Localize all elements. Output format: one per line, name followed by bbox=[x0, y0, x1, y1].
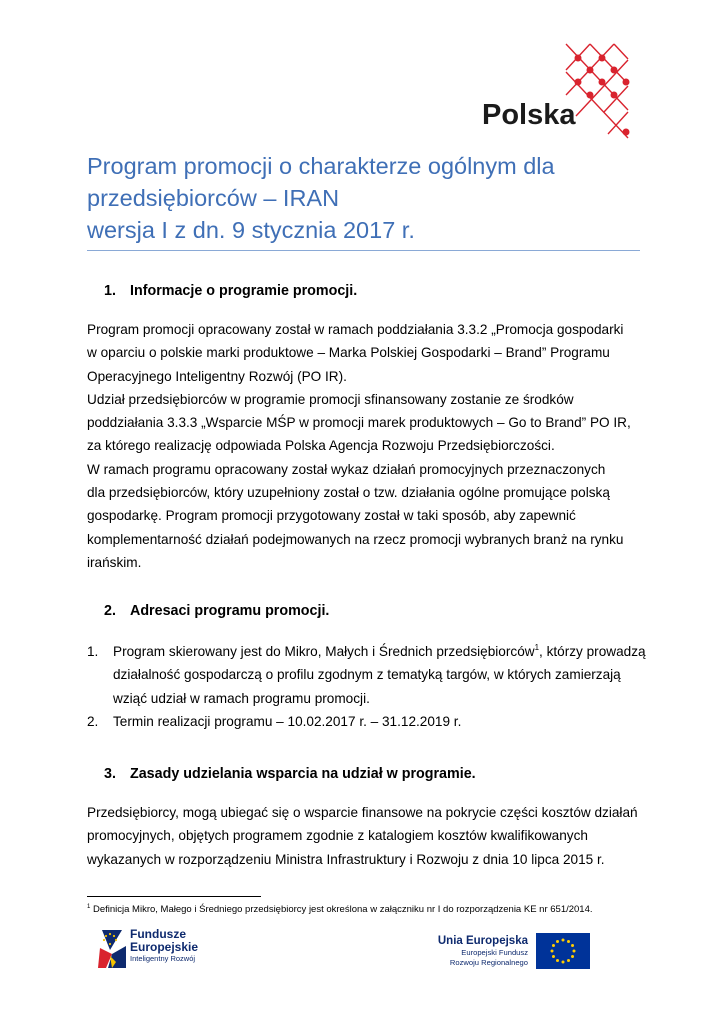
eu-star-icon bbox=[567, 940, 570, 943]
footnote-reference[interactable]: 1 bbox=[534, 643, 540, 652]
fundusze-europejskie-icon bbox=[96, 926, 128, 970]
polska-logo-text: Polska bbox=[482, 99, 576, 131]
body-line: poddziałania 3.3.3 „Wsparcie MŚP w promocji marek produktowych – Go to Brand” PO IR, bbox=[87, 415, 631, 431]
body-line: w oparciu o polskie marki produktowe – Marka Polskiej Gospodarki – Brand” Programu bbox=[87, 345, 610, 361]
body-line: za którego realizację odpowiada Polska Agencja Rozwoju Przedsiębiorczości. bbox=[87, 438, 555, 454]
footnote bbox=[87, 904, 593, 915]
eu-star-icon bbox=[551, 950, 554, 953]
section-title: Adresaci programu promocji. bbox=[130, 603, 330, 619]
eu-star-icon bbox=[567, 959, 570, 962]
fe-line-1: Fundusze bbox=[130, 927, 186, 941]
eu-star-icon bbox=[552, 944, 555, 947]
list-item bbox=[87, 640, 647, 710]
body-line: Przedsiębiorcy, mogą ubiegać się o wsparcie finansowe na pokrycie części kosztów działań bbox=[87, 805, 638, 820]
section-title: Zasady udzielania wsparcia na udział w programie. bbox=[130, 766, 476, 782]
footnote-number: 1 bbox=[87, 904, 91, 910]
body-line: Operacyjnego Inteligentny Rozwój (PO IR). bbox=[87, 368, 347, 384]
ue-line-2: Europejski Fundusz bbox=[461, 948, 528, 957]
polska-logo bbox=[478, 40, 648, 152]
body-line: wykazanych w rozporządzeniu Ministra Infrastruktury i Rozwoju z dnia 10 lipca 2015 r. bbox=[87, 851, 605, 867]
title-line-2: przedsiębiorców – IRAN bbox=[87, 185, 340, 211]
section-3-body bbox=[87, 801, 638, 871]
eu-star-icon bbox=[571, 955, 574, 958]
eu-star-icon bbox=[556, 940, 559, 943]
section-number: 2. bbox=[104, 603, 116, 619]
body-line: promocyjnych, objętych programem zgodnie z katalogiem kosztów kwalifikowanych bbox=[87, 828, 588, 844]
eu-star-icon bbox=[571, 944, 574, 947]
list-item-number: 1. bbox=[87, 644, 99, 659]
body-line: Program promocji opracowany został w ramach poddziałania 3.3.2 „Promocja gospodarki bbox=[87, 322, 624, 337]
eu-star-icon bbox=[552, 955, 555, 958]
eu-star-icon bbox=[562, 961, 565, 964]
fundusze-europejskie-label bbox=[130, 928, 198, 964]
body-line: gospodarkę. Program promocji przygotowany został w taki sposób, aby zapewnić bbox=[87, 508, 576, 524]
section-1-heading bbox=[104, 283, 357, 299]
fe-line-3: Inteligentny Rozwój bbox=[130, 954, 196, 963]
eu-star-icon bbox=[562, 939, 565, 942]
list-item-text: Program skierowany jest do Mikro, Małych i Średnich przedsiębiorców bbox=[113, 644, 535, 659]
unia-europejska-label bbox=[420, 934, 528, 968]
list-item-text: wziąć udział w ramach programu promocji. bbox=[113, 690, 370, 706]
fe-line-2: Europejskie bbox=[130, 939, 199, 954]
eu-star-icon bbox=[556, 959, 559, 962]
body-line: komplementarność działań podejmowanych na rzecz promocji wybranych branż na rynku bbox=[87, 531, 624, 547]
ue-line-3: Rozwoju Regionalnego bbox=[449, 958, 528, 967]
body-line: irańskim. bbox=[87, 554, 142, 570]
list-item-text: działalność gospodarczą o profilu zgodnym z tematyką targów, w których zamierzają bbox=[113, 667, 621, 683]
body-line: Udział przedsiębiorców w programie promocji sfinansowany zostanie ze środków bbox=[87, 391, 574, 407]
title-divider bbox=[87, 250, 640, 251]
section-1-body bbox=[87, 318, 631, 574]
footnote-text: Definicja Mikro, Małego i Średniego przedsiębiorcy jest określona w załączniku nr I do rozporządzenia KE nr 651/2014. bbox=[92, 904, 593, 915]
section-number: 3. bbox=[104, 766, 116, 782]
eu-star-icon bbox=[573, 950, 576, 953]
section-number: 1. bbox=[104, 283, 116, 299]
body-line: dla przedsiębiorców, który uzupełniony został o tzw. działania ogólne promujące polską bbox=[87, 485, 610, 501]
list-item-text: Termin realizacji programu – 10.02.2017 r. – 31.12.2019 r. bbox=[113, 714, 462, 729]
list-item-number: 2. bbox=[87, 714, 99, 729]
eu-flag-icon bbox=[536, 933, 590, 969]
section-2-heading bbox=[104, 603, 329, 619]
section-3-heading bbox=[104, 766, 476, 782]
title-line-3: wersja I z dn. 9 stycznia 2017 r. bbox=[87, 217, 415, 243]
document-title bbox=[87, 150, 647, 246]
footnote-divider bbox=[87, 896, 261, 897]
section-title: Informacje o programie promocji. bbox=[130, 283, 358, 299]
list-item-text: , którzy prowadzą bbox=[539, 644, 646, 659]
title-line-1: Program promocji o charakterze ogólnym dla bbox=[87, 153, 555, 179]
list-item bbox=[87, 710, 647, 734]
body-line: W ramach programu opracowany został wykaz działań promocyjnych przeznaczonych bbox=[87, 461, 606, 477]
ue-line-1: Unia Europejska bbox=[437, 935, 528, 947]
